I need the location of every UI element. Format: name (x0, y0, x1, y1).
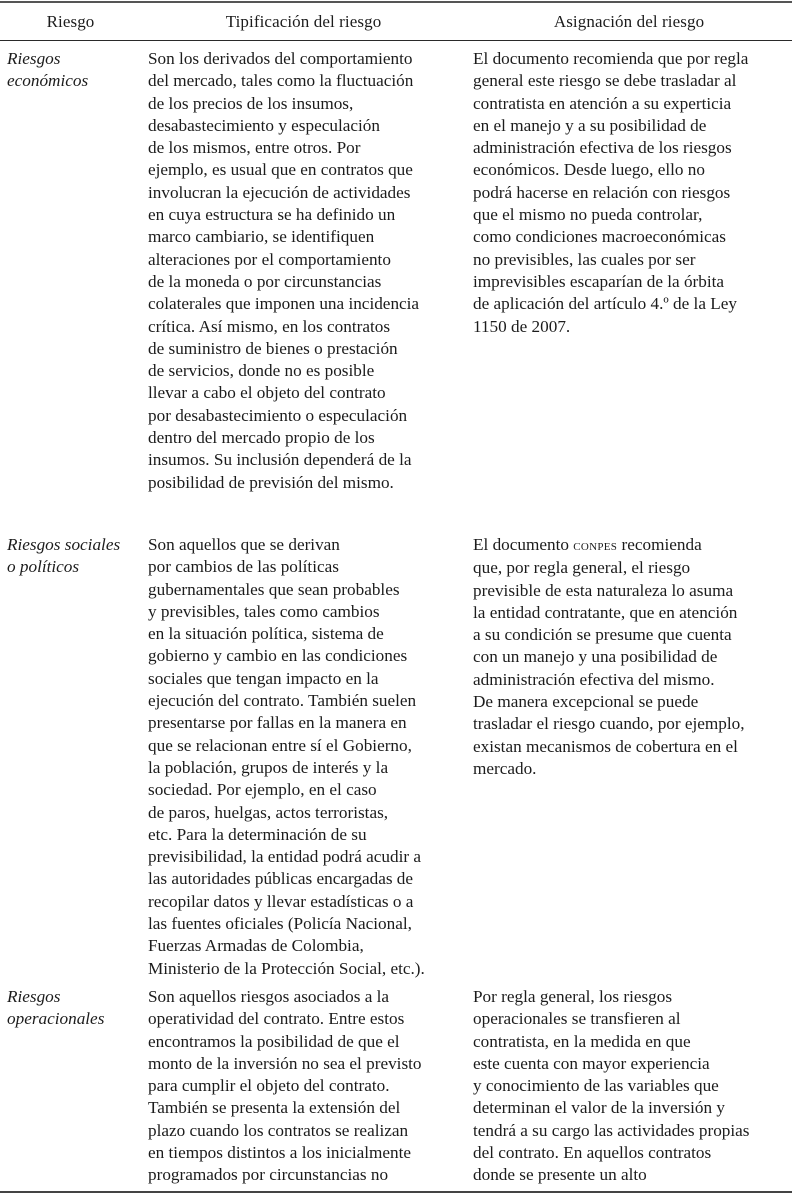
text-line: en tiempos distintos a los inicialmente (148, 1143, 412, 1163)
text-fragment: recomienda (617, 535, 702, 554)
text-line: la entidad contratante, que en atención (473, 602, 738, 622)
text-line: de la moneda o por circunstancias (148, 271, 382, 291)
risk-name-cell (0, 40, 141, 528)
text-line: posibilidad de previsión del mismo. (148, 472, 394, 492)
text-line: etc. Para la determinación de su (148, 824, 367, 844)
text-line: podrá hacerse en relación con riesgos (473, 182, 731, 202)
text-line (473, 534, 790, 557)
text-line: presentarse por fallas en la manera en (148, 713, 407, 733)
text-line: tendrá a su cargo las actividades propias (473, 1120, 750, 1140)
typification-cell (141, 528, 466, 980)
text-line: sociales que tengan impacto en la (148, 668, 379, 688)
text-line: gobierno y cambio en las condiciones (148, 646, 408, 666)
header-typification: Tipificación del riesgo (225, 11, 382, 31)
text-line: alteraciones por el comportamiento (148, 249, 391, 269)
table-row (0, 40, 792, 528)
header-risk: Riesgo (46, 11, 95, 31)
conpes-acronym: conpes (573, 538, 618, 554)
text-line: de los mismos, entre otros. Por (148, 138, 361, 158)
table-row (0, 528, 792, 980)
text-line: de paros, huelgas, actos terroristas, (148, 802, 389, 822)
risk-table (0, 3, 792, 1187)
allocation-cell (466, 528, 792, 980)
text-line: no previsibles, las cuales por ser (473, 249, 696, 269)
text-line: llevar a cabo el objeto del contrato (148, 383, 386, 403)
text-line: desabastecimiento y especulación (148, 115, 380, 135)
text-line: programados por circunstancias no (148, 1165, 389, 1185)
risk-name-cell (0, 528, 141, 980)
allocation-cell (466, 980, 792, 1187)
text-line: en cuya estructura se ha definido un (148, 205, 396, 225)
text-line: insumos. Su inclusión dependerá de la (148, 450, 412, 470)
text-line: y previsibles, tales como cambios (148, 601, 380, 621)
text-line: dentro del mercado propio de los (148, 428, 375, 448)
text-line: contratista, en la medida en que (473, 1031, 691, 1051)
typification-cell (141, 980, 466, 1187)
text-line: También se presenta la extensión del (148, 1098, 401, 1118)
allocation-cell (466, 40, 792, 528)
risk-name-line: operacionales (7, 1009, 105, 1029)
text-line: con un manejo y una posibilidad de (473, 647, 718, 667)
text-line: existan mecanismos de cobertura en el (473, 736, 738, 756)
risk-name-line: Riesgos sociales (7, 535, 121, 554)
text-line: la población, grupos de interés y la (148, 757, 389, 777)
risk-name-line: o políticos (7, 557, 80, 577)
risk-name-cell (0, 980, 141, 1187)
text-line: en la situación política, sistema de (148, 624, 384, 644)
text-line: marco cambiario, se identifiquen (148, 227, 375, 247)
text-line: por desabastecimiento o especulación (148, 405, 408, 425)
text-line: sociedad. Por ejemplo, en el caso (148, 780, 377, 800)
text-line: que el mismo no pueda controlar, (473, 205, 703, 225)
text-line: Ministerio de la Protección Social, etc.). (148, 958, 425, 978)
text-line: donde se presente un alto (473, 1165, 647, 1185)
text-line: ejemplo, es usual que en contratos que (148, 160, 413, 180)
text-line: de aplicación del artículo 4.º de la Ley (473, 294, 737, 314)
text-line: de servicios, donde no es posible (148, 361, 375, 381)
text-line: como condiciones macroeconómicas (473, 227, 726, 247)
text-line: trasladar el riesgo cuando, por ejemplo, (473, 714, 745, 734)
text-line: por cambios de las políticas (148, 557, 339, 577)
text-line: económicos. Desde luego, ello no (473, 160, 705, 180)
text-line: a su condición se presume que cuenta (473, 625, 732, 645)
text-line: Son aquellos que se derivan (148, 535, 340, 554)
text-line: operatividad del contrato. Entre estos (148, 1009, 405, 1029)
typification-cell (141, 40, 466, 528)
text-line: imprevisibles escaparían de la órbita (473, 271, 725, 291)
text-line: del mercado, tales como la fluctuación (148, 71, 414, 91)
text-line: y conocimiento de las variables que (473, 1076, 719, 1096)
text-line: que, por regla general, el riesgo (473, 558, 691, 578)
text-line: este cuenta con mayor experiencia (473, 1053, 710, 1073)
text-line: determinan el valor de la inversión y (473, 1098, 725, 1118)
table-bottom-rule (0, 1191, 792, 1193)
text-line: en el manejo y a su posibilidad de (473, 115, 707, 135)
text-line: de los precios de los insumos, (148, 93, 354, 113)
text-line: de suministro de bienes o prestación (148, 338, 398, 358)
text-line: administración efectiva del mismo. (473, 669, 715, 689)
text-fragment: El documento (473, 535, 574, 554)
text-line: previsible de esta naturaleza lo asuma (473, 580, 734, 600)
text-line: monto de la inversión no sea el previsto (148, 1053, 422, 1073)
text-line: operacionales se transfieren al (473, 1009, 681, 1029)
text-line: De manera excepcional se puede (473, 692, 699, 712)
text-line: Fuerzas Armadas de Colombia, (148, 936, 364, 956)
text-line: contratista en atención a su experticia (473, 93, 732, 113)
text-line: Por regla general, los riesgos (473, 986, 673, 1006)
text-line: administración efectiva de los riesgos (473, 138, 732, 158)
text-line: crítica. Así mismo, en los contratos (148, 316, 391, 336)
text-line: plazo cuando los contratos se realizan (148, 1120, 409, 1140)
text-line: gubernamentales que sean probables (148, 579, 400, 599)
text-line: general este riesgo se debe trasladar al (473, 71, 737, 91)
text-line: para cumplir el objeto del contrato. (148, 1076, 390, 1096)
text-line: que se relacionan entre sí el Gobierno, (148, 735, 412, 755)
text-line: las fuentes oficiales (Policía Nacional, (148, 914, 412, 934)
text-line: del contrato. En aquellos contratos (473, 1143, 712, 1163)
text-line: colaterales que imponen una incidencia (148, 294, 420, 314)
text-line: 1150 de 2007. (473, 316, 571, 336)
text-line: El documento recomienda que por regla (473, 49, 749, 68)
text-line: mercado. (473, 758, 537, 778)
text-line: involucran la ejecución de actividades (148, 182, 411, 202)
text-line: ejecución del contrato. También suelen (148, 691, 417, 711)
risk-name-line: económicos (7, 71, 89, 91)
table-header-row (0, 3, 792, 40)
text-line: las autoridades públicas encargadas de (148, 869, 414, 889)
text-line: Son los derivados del comportamiento (148, 49, 413, 68)
text-line: recopilar datos y llevar estadísticas o a (148, 891, 414, 911)
header-allocation: Asignación del riesgo (553, 11, 705, 31)
table-row (0, 980, 792, 1187)
risk-name-line: Riesgos (7, 986, 61, 1006)
text-line: Son aquellos riesgos asociados a la (148, 986, 390, 1006)
text-line: encontramos la posibilidad de que el (148, 1031, 400, 1051)
text-line: previsibilidad, la entidad podrá acudir a (148, 847, 421, 867)
risk-name-line: Riesgos (7, 49, 61, 68)
